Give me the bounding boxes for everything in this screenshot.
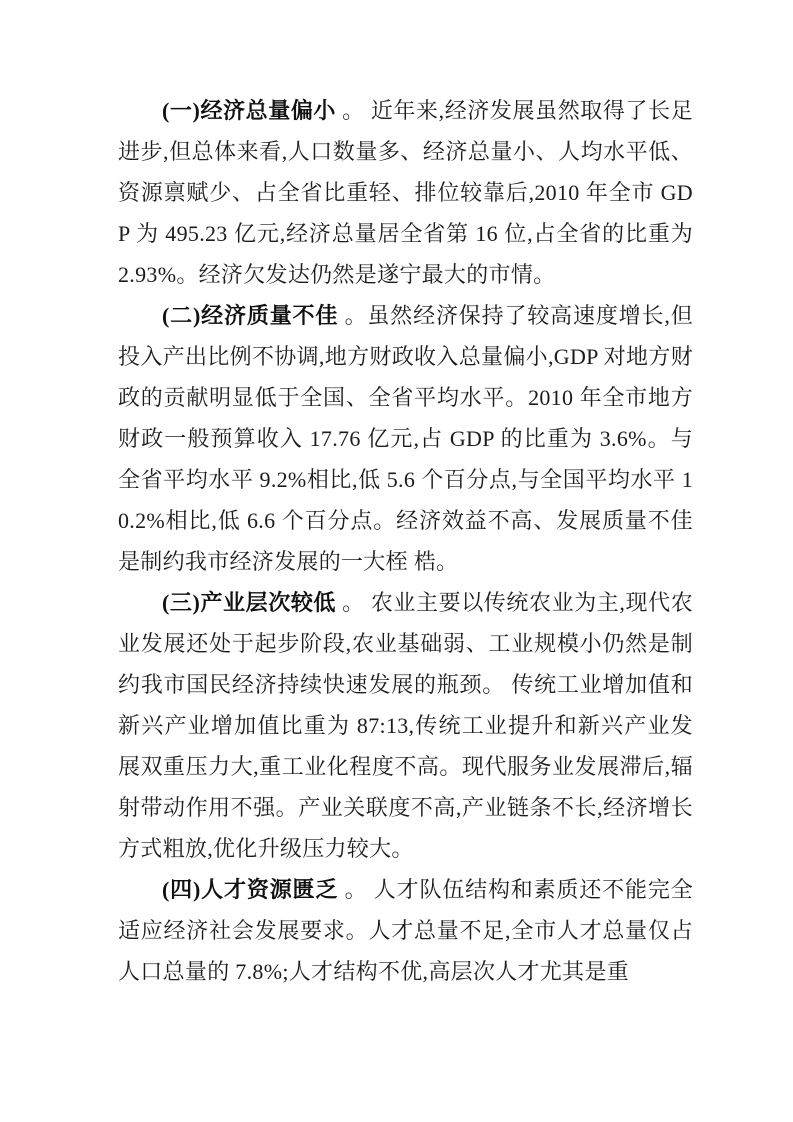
paragraph-economy-total	[118, 90, 693, 295]
paragraph-heading: (三)产业层次较低	[162, 590, 337, 615]
paragraph-industry-level	[118, 582, 693, 869]
paragraph-body: 。 农业主要以传统农业为主,现代农业发展还处于起步阶段,农业基础弱、工业规模小仍然是制约我市国民经济持续快速发展的瓶颈。 传统工业增加值和新兴产业增加值比重为 87:13,传统工业提升和新兴产业发展双重压力大,重工业化程度不高。现代服务业发展滞后,辐射带动作用不强。产业关联度不高,产业链条不长,经济增长方式粗放,优化升级压力较大。	[118, 590, 693, 861]
paragraph-body: 。 人才队伍结构和素质还不能完全适应经济社会发展要求。人才总量不足,全市人才总量仅占人口总量的 7.8%;人才结构不优,高层次人才尤其是重	[118, 877, 693, 984]
paragraph-body: 。 近年来,经济发展虽然取得了长足进步,但总体来看,人口数量多、经济总量小、人均水平低、资源禀赋少、占全省比重轻、排位较靠后,2010 年全市 GDP 为 495.23 亿元,经济总量居全省第 16 位,占全省的比重为 2.93%。经济欠发达仍然是遂宁最大的市情。	[118, 98, 693, 287]
paragraph-heading: (一)经济总量偏小	[162, 98, 337, 123]
paragraph-heading: (四)人才资源匮乏	[162, 877, 339, 902]
paragraph-economy-quality	[118, 295, 693, 582]
paragraph-body: 。虽然经济保持了较高速度增长,但投入产出比例不协调,地方财政收入总量偏小,GDP 对地方财政的贡献明显低于全国、全省平均水平。2010 年全市地方财政一般预算收入 17.76 亿元,占 GDP 的比重为 3.6%。与全省平均水平 9.2%相比,低 5.6 个百分点,与全国平均水平 10.2%相比,低 6.6 个百分点。经济效益不高、发展质量不佳是制约我市经济发展的一大桎 梏。	[118, 303, 693, 574]
paragraph-talent-shortage	[118, 869, 693, 992]
paragraph-heading: (二)经济质量不佳	[162, 303, 339, 328]
